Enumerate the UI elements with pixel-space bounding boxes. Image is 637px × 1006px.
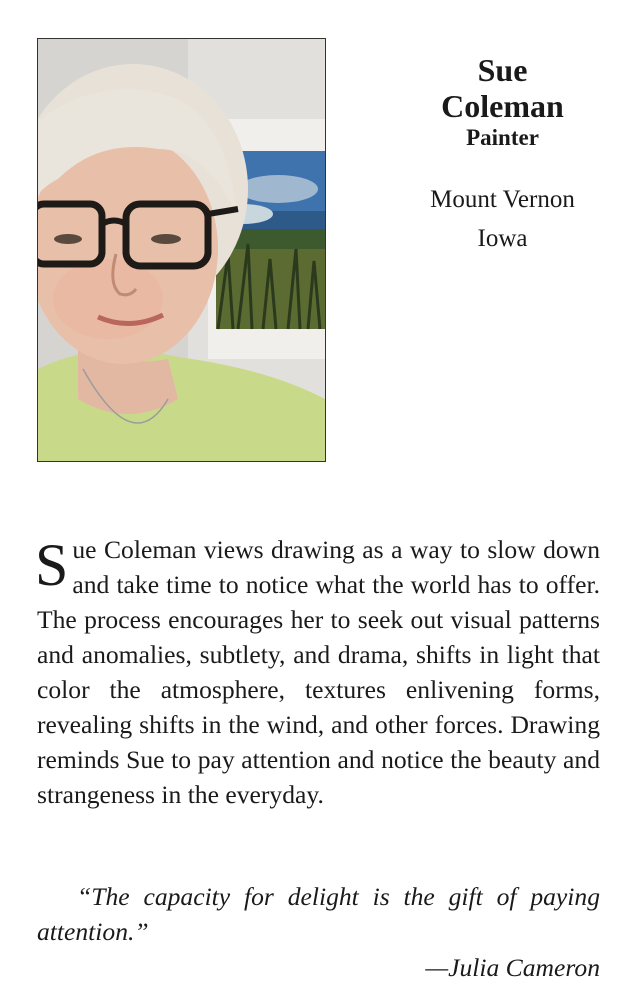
artist-portrait-photo [37,38,326,462]
artist-first-name: Sue [477,52,528,88]
quote-attribution: —Julia Cameron [425,953,600,982]
artist-header [400,52,605,258]
artist-last-name: Coleman [441,88,564,124]
portrait-illustration [38,39,325,461]
artist-state: Iowa [477,225,528,252]
artist-bio [37,532,600,812]
quote-text: “The capacity for delight is the gift of paying attention.” [37,882,600,946]
bio-text: ue Coleman views drawing as a way to slow down and take time to notice what the world has to offer. The process encourages her to seek out visual patterns and anomalies, subtlety, and drama, shifts in light that color the atmosphere, textures enlivening forms, revealing shifts in the wind, and other forces. Drawing reminds Sue to pay attention and notice the beauty and strangeness in the everyday. [37,535,600,809]
bio-drop-cap: S [35,532,69,598]
artist-role: Painter [466,125,539,150]
artist-city: Mount Vernon [430,186,575,213]
